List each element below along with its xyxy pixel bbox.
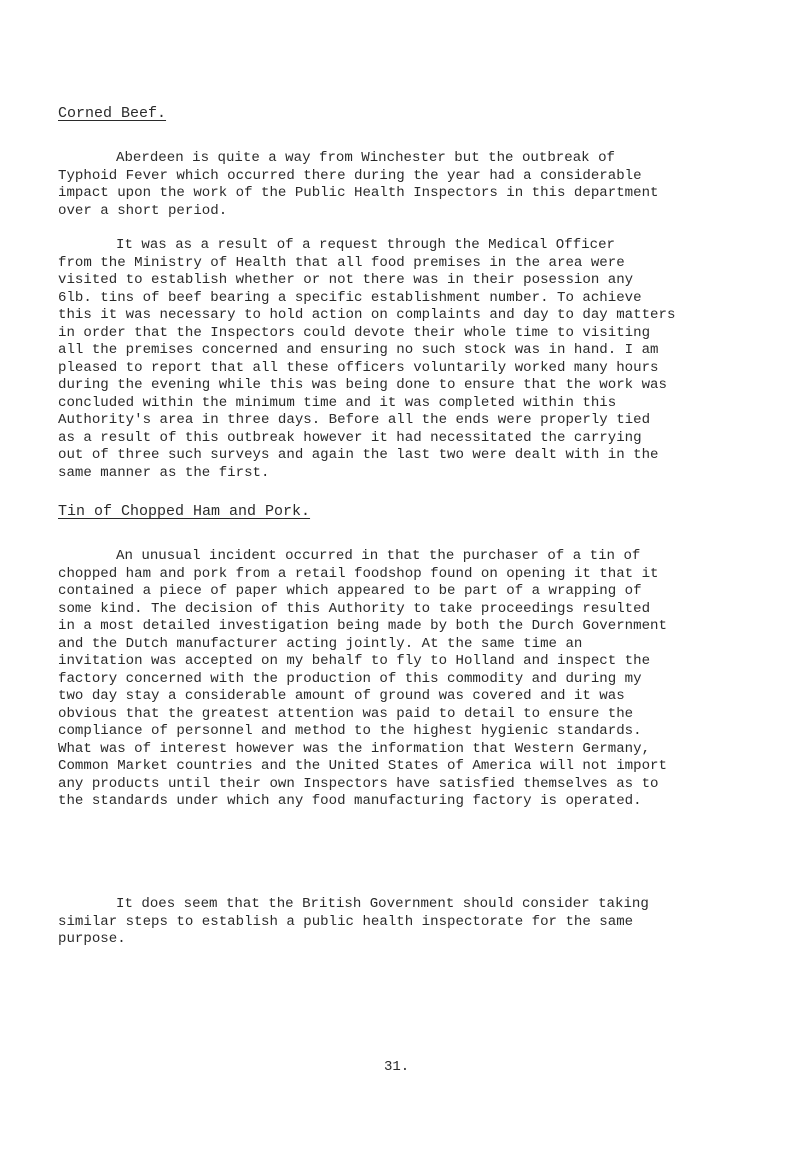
paragraph-british-government <box>58 896 748 949</box>
section-heading-corned-beef: Corned Beef. <box>58 105 167 122</box>
text-line: It does seem that the British Government should consider taking <box>116 896 649 912</box>
paragraph-unusual-incident <box>58 548 748 811</box>
text-line: two day stay a considerable amount of ground was covered and it was <box>58 688 625 704</box>
text-line: What was of interest however was the information that Western Germany, <box>58 740 651 757</box>
text-line: obvious that the greatest attention was paid to detail to ensure the <box>58 705 634 722</box>
text-line: similar steps to establish a public health inspectorate for the same <box>58 913 634 930</box>
text-line: compliance of personnel and method to the highest hygienic standards. <box>58 723 642 739</box>
text-line: as a result of this outbreak however it had necessitated the carrying <box>58 429 642 446</box>
text-line: Authority's area in three days. Before all the ends were properly tied <box>58 412 651 428</box>
text-line: factory concerned with the production of this commodity and during my <box>58 670 642 687</box>
text-line: pleased to report that all these officers voluntarily worked many hours <box>58 359 659 376</box>
text-line: same manner as the first. <box>58 464 270 481</box>
text-line: visited to establish whether or not there was in their posession any <box>58 272 634 288</box>
paragraph-ministry-request <box>58 237 748 482</box>
text-line: Aberdeen is quite a way from Winchester but the outbreak of <box>116 150 615 166</box>
text-line: Typhoid Fever which occurred there during the year had a considerable <box>58 167 642 184</box>
text-line: this it was necessary to hold action on complaints and day to day matters <box>58 307 676 323</box>
text-line: 6lb. tins of beef bearing a specific establishment number. To achieve <box>58 289 642 306</box>
text-line: invitation was accepted on my behalf to fly to Holland and inspect the <box>58 653 651 669</box>
text-line: impact upon the work of the Public Health Inspectors in this department <box>58 185 659 201</box>
text-line: during the evening while this was being done to ensure that the work was <box>58 377 667 393</box>
text-line: It was as a result of a request through the Medical Officer <box>116 237 615 253</box>
text-line: contained a piece of paper which appeared to be part of a wrapping of <box>58 583 642 599</box>
text-line: and the Dutch manufacturer acting jointly. At the same time an <box>58 635 583 652</box>
text-line: the standards under which any food manufacturing factory is operated. <box>58 793 642 809</box>
text-line: any products until their own Inspectors have satisfied themselves as to <box>58 775 659 792</box>
text-line: from the Ministry of Health that all food premises in the area were <box>58 254 625 271</box>
section-heading-ham-and-pork: Tin of Chopped Ham and Pork. <box>58 503 311 520</box>
text-line: in a most detailed investigation being made by both the Durch Government <box>58 618 667 634</box>
text-line: Common Market countries and the United States of America will not import <box>58 758 667 774</box>
text-line: chopped ham and pork from a retail foodshop found on opening it that it <box>58 565 659 582</box>
text-line: over a short period. <box>58 202 228 219</box>
text-line: in order that the Inspectors could devote their whole time to visiting <box>58 324 651 341</box>
text-line: all the premises concerned and ensuring no such stock was in hand. I am <box>58 342 659 358</box>
page-number: 31. <box>384 1059 410 1075</box>
text-line: An unusual incident occurred in that the purchaser of a tin of <box>116 548 641 564</box>
text-line: some kind. The decision of this Authority to take proceedings resulted <box>58 600 651 617</box>
text-line: purpose. <box>58 931 126 947</box>
paragraph-aberdeen-outbreak <box>58 150 748 220</box>
text-line: out of three such surveys and again the last two were dealt with in the <box>58 447 659 463</box>
text-line: concluded within the minimum time and it was completed within this <box>58 394 617 411</box>
